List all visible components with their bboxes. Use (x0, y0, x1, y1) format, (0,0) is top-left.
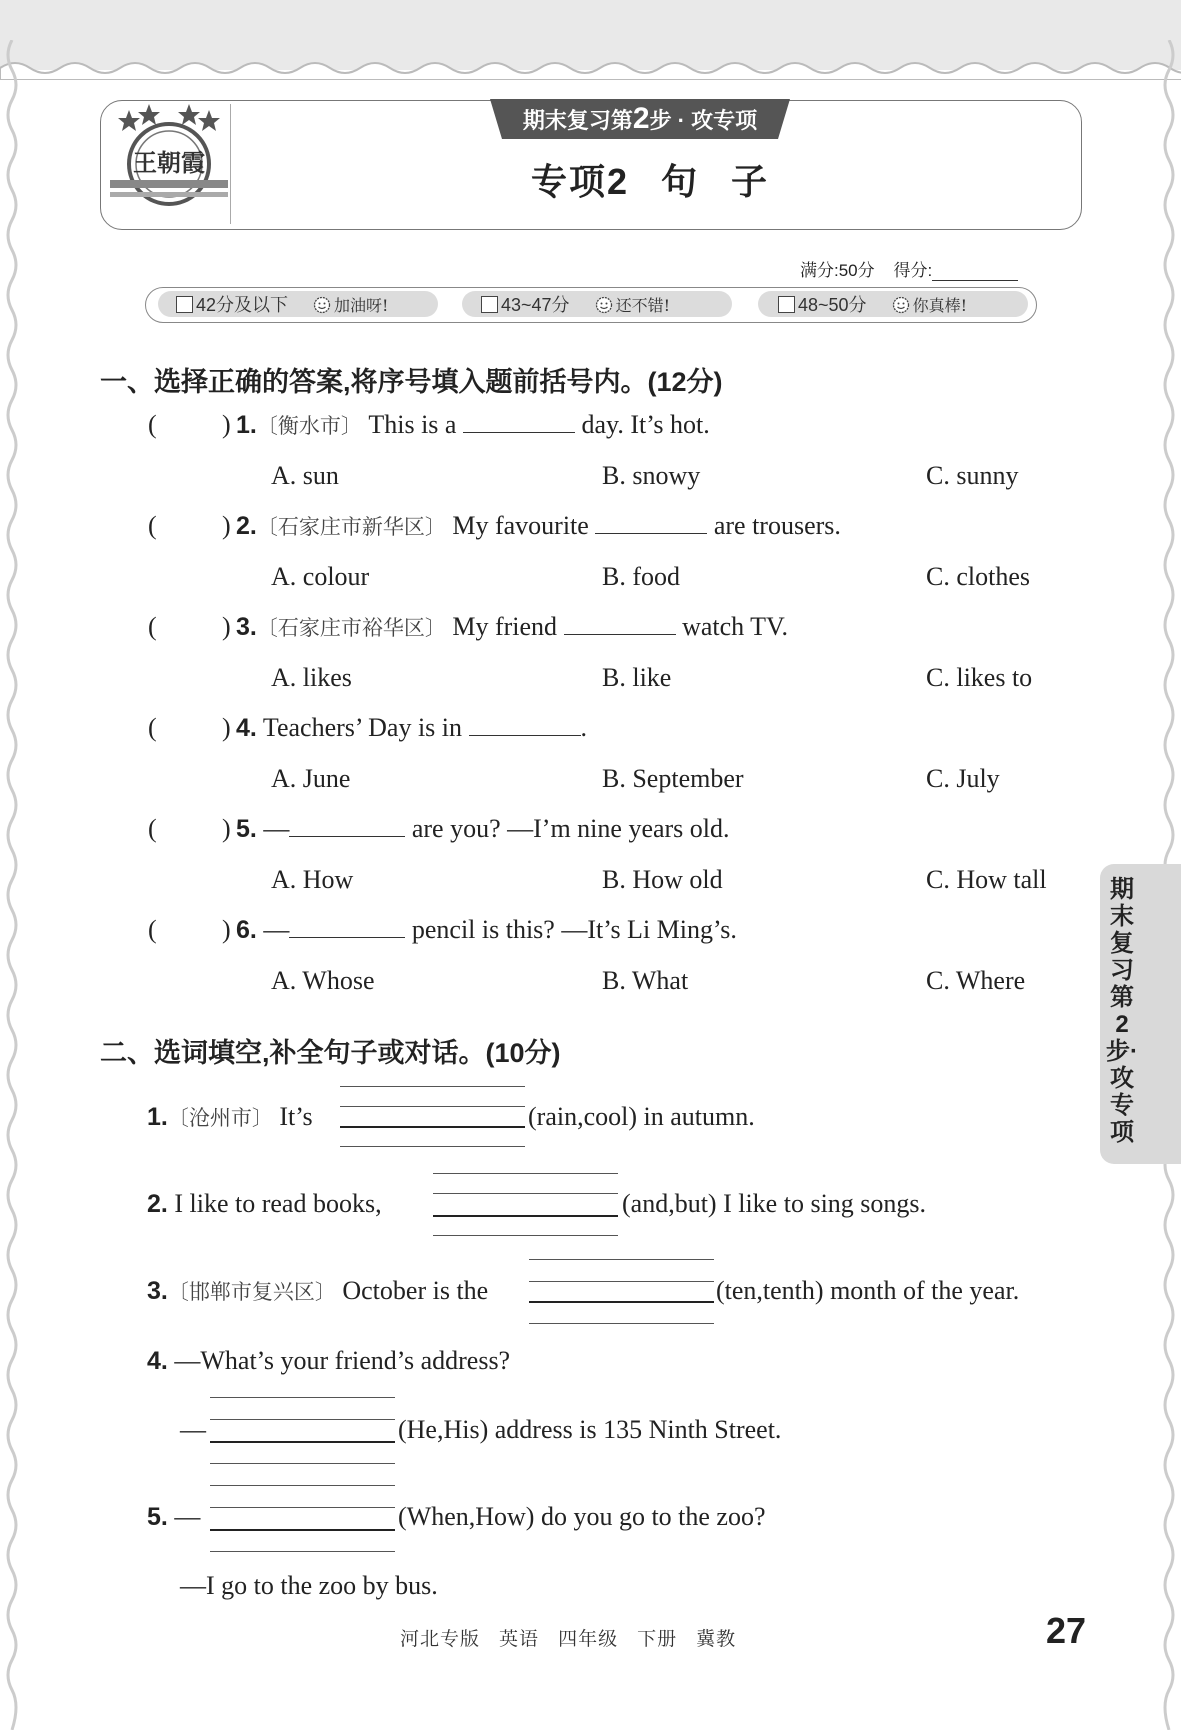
question-region: 〔邯郸市复兴区〕 (167, 1280, 336, 1304)
option-a[interactable]: A. likes (271, 663, 352, 692)
question-blank[interactable] (463, 410, 575, 433)
option-a[interactable]: A. sun (271, 461, 339, 490)
answer-paren-open: ( (148, 713, 157, 742)
option-c[interactable]: C. clothes (926, 562, 1030, 591)
question-text-before: I like to read books, (174, 1189, 382, 1218)
grade-range: 42分及以下 (196, 295, 289, 315)
grade-praise: 你真棒! (912, 296, 968, 315)
question-number: 4. (147, 1347, 168, 1375)
fill-item-1 (147, 1102, 313, 1132)
fill-item-4-dash: — (180, 1415, 206, 1444)
fill-item-2 (147, 1189, 382, 1219)
score-get-label: 得分: (893, 261, 933, 280)
fill-item-2-after: (and,but) I like to sing songs. (622, 1189, 927, 1218)
answer-paren-close: ) (222, 511, 231, 540)
question-6 (236, 915, 737, 945)
question-text-after: . (580, 713, 588, 742)
option-b[interactable]: B. food (602, 562, 680, 591)
option-a[interactable]: A. How (271, 865, 354, 894)
question-2 (236, 511, 841, 541)
logo-divider (230, 104, 231, 224)
fill-item-1-after: (rain,cool) in autumn. (528, 1102, 755, 1131)
question-text-before: It’s (279, 1102, 313, 1131)
option-b[interactable]: B. How old (602, 865, 723, 894)
question-text-before: — (263, 915, 290, 944)
section1-title: 一、选择正确的答案,将序号填入题前括号内。(12分) (100, 367, 723, 397)
top-wave-border (0, 40, 1181, 80)
answer-paren-open: ( (148, 511, 157, 540)
grade-praise: 还不错! (615, 296, 671, 315)
question-number: 3. (147, 1277, 168, 1305)
question-text-before: — (174, 1502, 201, 1531)
step-banner-number: 2 (632, 102, 650, 135)
question-number: 3. (236, 613, 257, 641)
fill-item-5-answer-line: —I go to the zoo by bus. (180, 1571, 438, 1600)
question-text-before: — (263, 814, 290, 843)
question-4 (236, 713, 587, 743)
option-c[interactable]: C. July (926, 764, 1000, 793)
fill-item-3-after: (ten,tenth) month of the year. (716, 1276, 1020, 1305)
logo-lettering: 王朝霞 (133, 148, 205, 177)
step-banner-part1: 期末复习第 (522, 108, 633, 133)
answer-paren-close: ) (222, 915, 231, 944)
question-text-line1: —What’s your friend’s address? (174, 1346, 511, 1375)
grade-item (481, 293, 670, 318)
option-a[interactable]: A. Whose (271, 966, 375, 995)
option-c[interactable]: C. Where (926, 966, 1026, 995)
question-text-before: This is a (368, 410, 457, 439)
step-banner-text (490, 101, 790, 137)
question-blank[interactable] (595, 511, 707, 534)
fill-item-5-after: (When,How) do you go to the zoo? (398, 1502, 766, 1531)
question-number: 4. (236, 714, 257, 742)
smiley-icon (595, 296, 613, 314)
question-text-after: watch TV. (682, 612, 788, 641)
grade-praise: 加油呀! (334, 296, 389, 315)
answer-paren-close: ) (222, 713, 231, 742)
grade-checkbox[interactable] (176, 296, 193, 313)
answer-paren-open: ( (148, 410, 157, 439)
option-c[interactable]: C. How tall (926, 865, 1047, 894)
option-c[interactable]: C. sunny (926, 461, 1019, 490)
page-number: 27 (1046, 1610, 1087, 1651)
option-a[interactable]: A. June (271, 764, 351, 793)
fill-item-3 (147, 1276, 488, 1306)
question-number: 1. (147, 1103, 168, 1131)
answer-paren-close: ) (222, 612, 231, 641)
option-a[interactable]: A. colour (271, 562, 370, 591)
fill-item-5 (147, 1502, 200, 1532)
grade-checkbox[interactable] (778, 296, 795, 313)
smiley-icon (892, 296, 910, 314)
grade-checkbox[interactable] (481, 296, 498, 313)
question-text-after: are trousers. (713, 511, 841, 540)
answer-paren-open: ( (148, 915, 157, 944)
fill-item-4 (147, 1346, 510, 1376)
answer-paren-close: ) (222, 814, 231, 843)
option-b[interactable]: B. snowy (602, 461, 701, 490)
option-b[interactable]: B. What (602, 966, 689, 995)
question-number: 5. (147, 1503, 168, 1531)
brand-logo (106, 104, 232, 224)
score-line (800, 256, 1018, 281)
full-score-label: 满分:50分 (800, 261, 875, 280)
question-text-after: pencil is this? —It’s Li Ming’s. (411, 915, 737, 944)
option-c[interactable]: C. likes to (926, 663, 1033, 692)
answer-paren-open: ( (148, 814, 157, 843)
answer-paren-close: ) (222, 410, 231, 439)
grade-item (778, 293, 967, 318)
question-number: 5. (236, 815, 257, 843)
left-wave-border (0, 40, 40, 1730)
question-text-after: day. It’s hot. (581, 410, 710, 439)
grade-range: 43~47分 (501, 295, 570, 315)
fill-item-4-after: (He,His) address is 135 Ninth Street. (398, 1415, 782, 1444)
question-number: 1. (236, 411, 257, 439)
question-blank[interactable] (564, 612, 676, 635)
question-1 (236, 410, 710, 440)
question-5 (236, 814, 730, 844)
grade-item (176, 293, 388, 318)
question-text-before: My favourite (452, 511, 589, 540)
question-number: 2. (147, 1190, 168, 1218)
score-blank[interactable] (932, 264, 1018, 281)
question-region: 〔衡水市〕 (256, 414, 362, 438)
page-title (450, 154, 850, 205)
answer-paren-open: ( (148, 612, 157, 641)
title-part3: 子 (731, 161, 770, 202)
title-part1: 专项2 (530, 161, 629, 202)
side-tab-text: 期末复习第2步·攻专项 (1106, 876, 1138, 1146)
question-region: 〔沧州市〕 (167, 1106, 273, 1130)
smiley-icon (313, 296, 331, 314)
step-banner-part2: 步 · 攻专项 (649, 108, 758, 133)
question-number: 2. (236, 512, 257, 540)
question-blank[interactable] (469, 713, 581, 736)
question-text-after: are you? —I’m nine years old. (411, 814, 730, 843)
section2-title: 二、选词填空,补全句子或对话。(10分) (100, 1038, 561, 1068)
question-text-before: October is the (342, 1276, 489, 1305)
footer-text: 河北专版 英语 四年级 下册 冀教 (400, 1628, 737, 1650)
question-blank[interactable] (289, 814, 405, 837)
question-region: 〔石家庄市新华区〕 (256, 515, 446, 539)
option-b[interactable]: B. like (602, 663, 672, 692)
question-text-before: My friend (452, 612, 558, 641)
question-region: 〔石家庄市裕华区〕 (256, 616, 446, 640)
grade-range: 48~50分 (798, 295, 867, 315)
title-part2: 句 (661, 161, 700, 202)
question-text-before: Teachers’ Day is in (262, 713, 463, 742)
option-b[interactable]: B. September (602, 764, 744, 793)
question-number: 6. (236, 916, 257, 944)
question-blank[interactable] (289, 915, 405, 938)
question-3 (236, 612, 788, 642)
